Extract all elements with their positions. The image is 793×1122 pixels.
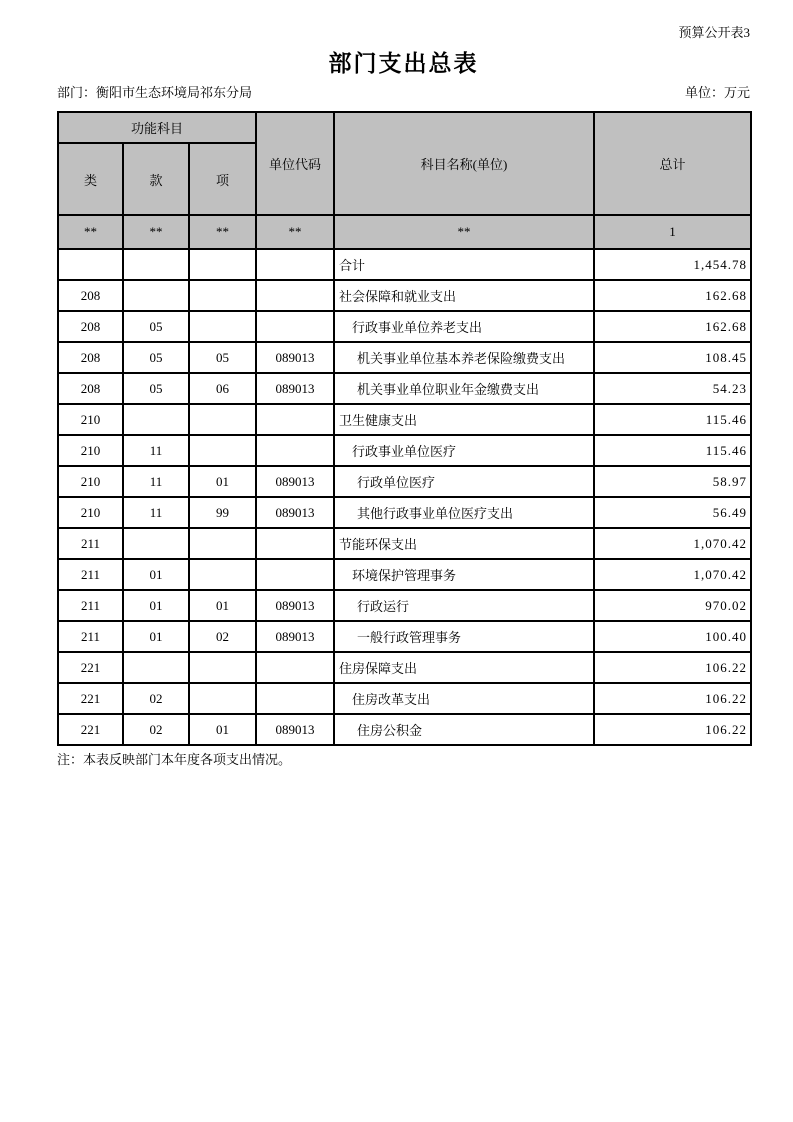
cell-unit-code: 089013	[256, 466, 334, 497]
cell-section	[123, 249, 189, 280]
cell-subject-name: 环境保护管理事务	[334, 559, 594, 590]
cell-total: 58.97	[594, 466, 751, 497]
table-header	[58, 112, 751, 249]
header-functional-subject: 功能科目	[58, 112, 256, 143]
cell-section: 05	[123, 373, 189, 404]
cell-class: 221	[58, 683, 123, 714]
cell-subject-name: 合计	[334, 249, 594, 280]
table-row	[58, 342, 751, 373]
cell-subject-name: 住房公积金	[334, 714, 594, 745]
cell-class: 210	[58, 466, 123, 497]
cell-section: 02	[123, 683, 189, 714]
table-row	[58, 435, 751, 466]
cell-class: 211	[58, 621, 123, 652]
cell-subject-name: 行政事业单位医疗	[334, 435, 594, 466]
table-row	[58, 714, 751, 745]
cell-subject-name: 节能环保支出	[334, 528, 594, 559]
cell-class: 208	[58, 342, 123, 373]
cell-subject-name: 卫生健康支出	[334, 404, 594, 435]
cell-total: 115.46	[594, 404, 751, 435]
department-label: 部门：衡阳市生态环境局祁东分局	[57, 85, 253, 100]
table-row	[58, 466, 751, 497]
cell-total: 108.45	[594, 342, 751, 373]
cell-class: 208	[58, 373, 123, 404]
cell-unit-code	[256, 683, 334, 714]
cell-unit-code: 089013	[256, 714, 334, 745]
header-item: 项	[189, 143, 256, 215]
cell-total: 100.40	[594, 621, 751, 652]
cell-unit-code	[256, 249, 334, 280]
cell-class: 211	[58, 590, 123, 621]
cell-section: 01	[123, 621, 189, 652]
header-total: 总计	[594, 112, 751, 215]
table-row	[58, 373, 751, 404]
cell-section: 02	[123, 714, 189, 745]
cell-subject-name: 其他行政事业单位医疗支出	[334, 497, 594, 528]
cell-unit-code: 089013	[256, 621, 334, 652]
mask-cell: **	[256, 215, 334, 249]
cell-class: 208	[58, 280, 123, 311]
cell-section	[123, 652, 189, 683]
cell-total: 970.02	[594, 590, 751, 621]
table-row	[58, 683, 751, 714]
table-row	[58, 559, 751, 590]
doc-label: 预算公开表3	[678, 25, 750, 40]
cell-section: 01	[123, 590, 189, 621]
cell-class: 221	[58, 652, 123, 683]
mask-cell: **	[123, 215, 189, 249]
table-row	[58, 311, 751, 342]
cell-item	[189, 249, 256, 280]
cell-class: 221	[58, 714, 123, 745]
cell-unit-code: 089013	[256, 590, 334, 621]
cell-class	[58, 249, 123, 280]
cell-item: 02	[189, 621, 256, 652]
cell-subject-name: 行政运行	[334, 590, 594, 621]
cell-item	[189, 683, 256, 714]
cell-item	[189, 435, 256, 466]
cell-item: 01	[189, 590, 256, 621]
table-note: 注：本表反映部门本年度各项支出情况。	[57, 752, 292, 767]
cell-unit-code	[256, 280, 334, 311]
cell-section: 05	[123, 342, 189, 373]
meta-row	[57, 84, 750, 102]
cell-class: 210	[58, 404, 123, 435]
cell-total: 1,454.78	[594, 249, 751, 280]
table-row	[58, 404, 751, 435]
table-row	[58, 249, 751, 280]
cell-section	[123, 528, 189, 559]
mask-cell: **	[334, 215, 594, 249]
cell-unit-code: 089013	[256, 497, 334, 528]
cell-section	[123, 404, 189, 435]
cell-item	[189, 311, 256, 342]
table-row	[58, 621, 751, 652]
cell-class: 211	[58, 528, 123, 559]
cell-class: 210	[58, 435, 123, 466]
cell-class: 211	[58, 559, 123, 590]
cell-item	[189, 280, 256, 311]
cell-class: 210	[58, 497, 123, 528]
cell-unit-code: 089013	[256, 373, 334, 404]
cell-item	[189, 559, 256, 590]
cell-section: 11	[123, 497, 189, 528]
cell-total: 115.46	[594, 435, 751, 466]
header-class: 类	[58, 143, 123, 215]
cell-total: 106.22	[594, 652, 751, 683]
cell-total: 162.68	[594, 311, 751, 342]
cell-item: 01	[189, 466, 256, 497]
header-section: 款	[123, 143, 189, 215]
cell-subject-name: 机关事业单位基本养老保险缴费支出	[334, 342, 594, 373]
cell-unit-code	[256, 559, 334, 590]
cell-subject-name: 行政单位医疗	[334, 466, 594, 497]
cell-item: 06	[189, 373, 256, 404]
cell-subject-name: 一般行政管理事务	[334, 621, 594, 652]
header-unit-code: 单位代码	[256, 112, 334, 215]
cell-total: 54.23	[594, 373, 751, 404]
cell-section: 11	[123, 466, 189, 497]
cell-total: 1,070.42	[594, 559, 751, 590]
cell-total: 56.49	[594, 497, 751, 528]
cell-subject-name: 社会保障和就业支出	[334, 280, 594, 311]
mask-cell: **	[189, 215, 256, 249]
cell-unit-code	[256, 435, 334, 466]
cell-item: 01	[189, 714, 256, 745]
table-row	[58, 528, 751, 559]
cell-section: 01	[123, 559, 189, 590]
cell-subject-name: 住房保障支出	[334, 652, 594, 683]
page-title: 部门支出总表	[328, 50, 479, 76]
cell-section	[123, 280, 189, 311]
unit-label: 单位：万元	[684, 85, 750, 100]
cell-section: 11	[123, 435, 189, 466]
column-index-cell: 1	[594, 215, 751, 249]
table-row	[58, 652, 751, 683]
cell-item	[189, 404, 256, 435]
cell-total: 1,070.42	[594, 528, 751, 559]
header-subject-name: 科目名称(单位)	[334, 112, 594, 215]
table-body	[58, 249, 751, 745]
cell-unit-code	[256, 528, 334, 559]
cell-total: 162.68	[594, 280, 751, 311]
cell-item	[189, 528, 256, 559]
mask-cell: **	[58, 215, 123, 249]
table-row	[58, 497, 751, 528]
cell-subject-name: 行政事业单位养老支出	[334, 311, 594, 342]
table-row	[58, 590, 751, 621]
cell-total: 106.22	[594, 714, 751, 745]
cell-item: 05	[189, 342, 256, 373]
cell-item	[189, 652, 256, 683]
cell-unit-code	[256, 311, 334, 342]
cell-subject-name: 住房改革支出	[334, 683, 594, 714]
expenditure-table	[57, 111, 752, 746]
cell-unit-code	[256, 652, 334, 683]
table-row	[58, 280, 751, 311]
cell-subject-name: 机关事业单位职业年金缴费支出	[334, 373, 594, 404]
cell-unit-code	[256, 404, 334, 435]
cell-section: 05	[123, 311, 189, 342]
mask-row	[58, 215, 751, 249]
cell-total: 106.22	[594, 683, 751, 714]
cell-unit-code: 089013	[256, 342, 334, 373]
cell-class: 208	[58, 311, 123, 342]
cell-item: 99	[189, 497, 256, 528]
